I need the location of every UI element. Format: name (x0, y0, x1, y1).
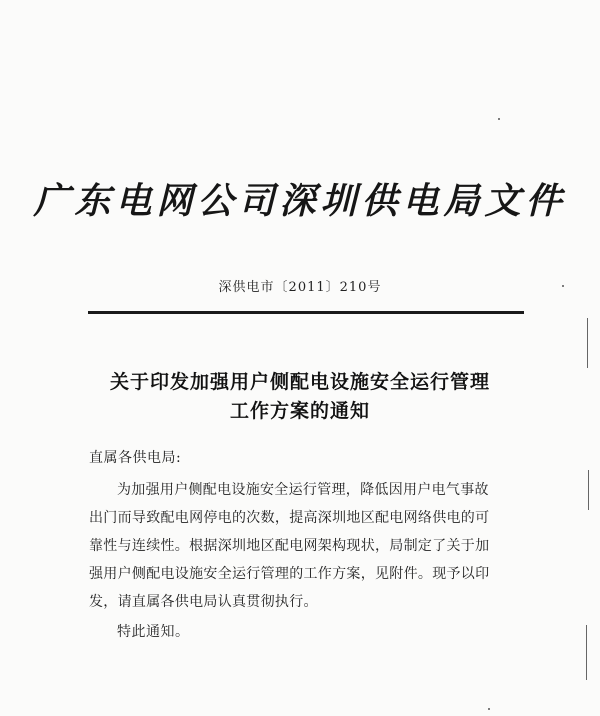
issuer-header: 广东电网公司深圳供电局文件 (33, 180, 567, 222)
body-line: 为加强用户侧配电设施安全运行管理，降低因用户电气事故 (117, 482, 489, 498)
body-line: 强用户侧配电设施安全运行管理的工作方案，见附件。现予以印 (89, 566, 490, 582)
closing-statement: 特此通知。 (117, 624, 190, 640)
document-title-line-2: 工作方案的通知 (229, 400, 370, 422)
scan-speck (488, 708, 490, 710)
body-paragraph (89, 476, 534, 616)
body-line: 靠性与连续性。根据深圳地区配电网架构现状，局制定了关于加 (89, 538, 490, 554)
scan-margin-mark (587, 318, 588, 368)
document-number: 深供电市〔2011〕210号 (218, 280, 382, 295)
salutation: 直属各供电局: (89, 450, 182, 466)
document-title-line-1: 关于印发加强用户侧配电设施安全运行管理 (109, 371, 490, 393)
scan-speck (562, 285, 564, 287)
header-rule (88, 311, 524, 314)
scan-speck (498, 118, 500, 120)
body-line: 发，请直属各供电局认真贯彻执行。 (89, 594, 318, 610)
scan-margin-mark (588, 470, 589, 510)
scan-margin-mark (586, 625, 587, 680)
body-line: 出门而导致配电网停电的次数，提高深圳地区配电网络供电的可 (89, 510, 490, 526)
